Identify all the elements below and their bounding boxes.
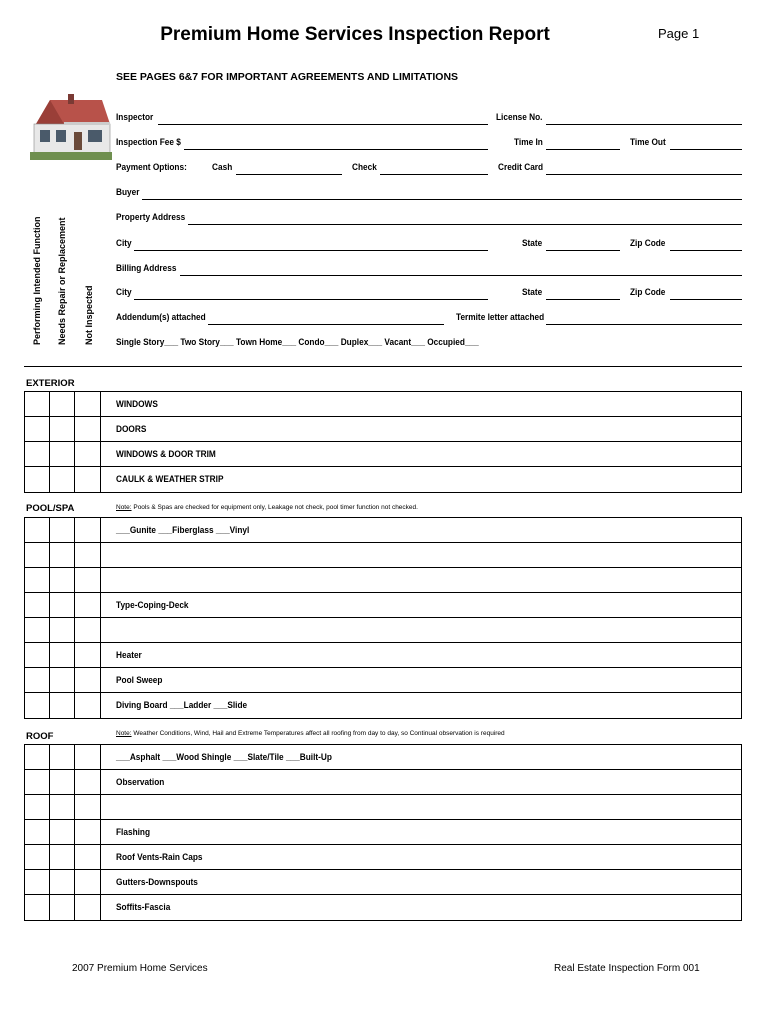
checkbox-not-inspected[interactable]: [75, 442, 101, 466]
checkbox-not-inspected[interactable]: [75, 895, 101, 920]
zip-field[interactable]: [670, 250, 742, 251]
checkbox-ok[interactable]: [25, 820, 50, 844]
fee-field[interactable]: [184, 149, 488, 150]
row-label: Flashing: [116, 827, 151, 837]
table-row: [25, 895, 741, 920]
row-label: ___Gunite ___Fiberglass ___Vinyl: [116, 525, 250, 535]
payment-label: Payment Options:: [116, 162, 187, 172]
checkbox-repair[interactable]: [50, 845, 75, 869]
row-label: Type-Coping-Deck: [116, 600, 189, 610]
checkbox-repair[interactable]: [50, 693, 75, 718]
row-label: WINDOWS & DOOR TRIM: [116, 449, 216, 459]
table-row: [25, 693, 741, 718]
roof-table: [24, 744, 742, 921]
column-needs-repair: Needs Repair or Replacement: [57, 217, 67, 345]
billing-state-field[interactable]: [546, 299, 620, 300]
checkbox-repair[interactable]: [50, 518, 75, 542]
table-row: [25, 543, 741, 568]
checkbox-not-inspected[interactable]: [75, 845, 101, 869]
footer-form-id: Real Estate Inspection Form 001: [554, 963, 700, 974]
property-address-label: Property Address: [116, 212, 186, 222]
table-row: [25, 795, 741, 820]
checkbox-ok[interactable]: [25, 568, 50, 592]
roof-note: Note: Weather Conditions, Wind, Hail and Extreme Temperatures affect all roofing from day to day, so Continual observation is required: [116, 730, 505, 737]
section-divider: [24, 366, 742, 367]
checkbox-repair[interactable]: [50, 467, 75, 492]
house-image: [30, 94, 112, 160]
billing-city-label: City: [116, 287, 132, 297]
cash-field[interactable]: [236, 174, 342, 175]
checkbox-ok[interactable]: [25, 745, 50, 769]
pool-heading: POOL/SPA: [26, 503, 75, 514]
checkbox-ok[interactable]: [25, 795, 50, 819]
check-field[interactable]: [380, 174, 488, 175]
row-label: Observation: [116, 777, 165, 787]
checkbox-ok[interactable]: [25, 895, 50, 920]
checkbox-not-inspected[interactable]: [75, 593, 101, 617]
checkbox-not-inspected[interactable]: [75, 643, 101, 667]
pool-note: Note: Pools & Spas are checked for equipment only, Leakage not check, pool timer function not checked.: [116, 504, 418, 511]
checkbox-repair[interactable]: [50, 442, 75, 466]
credit-card-label: Credit Card: [498, 162, 544, 172]
inspector-label: Inspector: [116, 112, 154, 122]
row-label: ___Asphalt ___Wood Shingle ___Slate/Tile ___Built-Up: [116, 752, 332, 762]
billing-zip-label: Zip Code: [630, 287, 666, 297]
table-row: [25, 518, 741, 543]
agreements-notice: SEE PAGES 6&7 FOR IMPORTANT AGREEMENTS AND LIMITATIONS: [116, 71, 459, 83]
checkbox-not-inspected[interactable]: [75, 568, 101, 592]
table-row: [25, 745, 741, 770]
license-field[interactable]: [546, 124, 742, 125]
row-label: DOORS: [116, 424, 147, 434]
table-row: [25, 643, 741, 668]
billing-address-label: Billing Address: [116, 263, 177, 273]
table-row: [25, 870, 741, 895]
row-label: Pool Sweep: [116, 675, 163, 685]
pool-table: [24, 517, 742, 719]
city-label: City: [116, 238, 132, 248]
checkbox-ok[interactable]: [25, 467, 50, 492]
checkbox-ok[interactable]: [25, 770, 50, 794]
checkbox-not-inspected[interactable]: [75, 467, 101, 492]
checkbox-ok[interactable]: [25, 668, 50, 692]
row-label: WINDOWS: [116, 399, 158, 409]
checkbox-ok[interactable]: [25, 518, 50, 542]
checkbox-not-inspected[interactable]: [75, 543, 101, 567]
billing-address-field[interactable]: [180, 275, 742, 276]
column-performing-function: Performing Intended Function: [32, 216, 42, 345]
credit-card-field[interactable]: [546, 174, 742, 175]
billing-city-field[interactable]: [134, 299, 488, 300]
checkbox-ok[interactable]: [25, 442, 50, 466]
exterior-table: [24, 391, 742, 493]
addendum-field[interactable]: [208, 324, 444, 325]
addendum-label: Addendum(s) attached: [116, 312, 206, 322]
fee-label: Inspection Fee $: [116, 137, 181, 147]
table-row: [25, 845, 741, 870]
table-row: [25, 467, 741, 492]
buyer-label: Buyer: [116, 187, 140, 197]
table-row: [25, 618, 741, 643]
row-label: Gutters-Downspouts: [116, 877, 198, 887]
checkbox-not-inspected[interactable]: [75, 417, 101, 441]
checkbox-repair[interactable]: [50, 392, 75, 416]
checkbox-not-inspected[interactable]: [75, 820, 101, 844]
row-label: CAULK & WEATHER STRIP: [116, 474, 224, 484]
checkbox-ok[interactable]: [25, 845, 50, 869]
checkbox-repair[interactable]: [50, 895, 75, 920]
inspector-field[interactable]: [158, 124, 488, 125]
checkbox-ok[interactable]: [25, 643, 50, 667]
page-number: Page 1: [658, 26, 700, 41]
checkbox-repair[interactable]: [50, 568, 75, 592]
checkbox-repair[interactable]: [50, 417, 75, 441]
checkbox-repair[interactable]: [50, 668, 75, 692]
check-label: Check: [352, 162, 377, 172]
checkbox-repair[interactable]: [50, 795, 75, 819]
checkbox-repair[interactable]: [50, 643, 75, 667]
time-in-field[interactable]: [546, 149, 620, 150]
state-label: State: [522, 238, 543, 248]
billing-state-label: State: [522, 287, 543, 297]
house-type-options: Single Story___ Two Story___ Town Home___ Condo___ Duplex___ Vacant___ Occupied___: [116, 337, 479, 347]
checkbox-ok[interactable]: [25, 693, 50, 718]
checkbox-ok[interactable]: [25, 618, 50, 642]
checkbox-not-inspected[interactable]: [75, 745, 101, 769]
property-address-field[interactable]: [188, 224, 742, 225]
time-in-label: Time In: [514, 137, 543, 147]
row-label: Heater: [116, 650, 142, 660]
checkbox-not-inspected[interactable]: [75, 693, 101, 718]
cash-label: Cash: [212, 162, 233, 172]
checkbox-ok[interactable]: [25, 392, 50, 416]
time-out-field[interactable]: [670, 149, 742, 150]
checkbox-not-inspected[interactable]: [75, 795, 101, 819]
table-row: [25, 392, 741, 417]
city-field[interactable]: [134, 250, 488, 251]
row-label: Roof Vents-Rain Caps: [116, 852, 203, 862]
table-row: [25, 820, 741, 845]
buyer-field[interactable]: [142, 199, 742, 200]
column-not-inspected: Not Inspected: [84, 285, 94, 345]
checkbox-repair[interactable]: [50, 618, 75, 642]
state-field[interactable]: [546, 250, 620, 251]
checkbox-repair[interactable]: [50, 593, 75, 617]
checkbox-not-inspected[interactable]: [75, 392, 101, 416]
checkbox-repair[interactable]: [50, 870, 75, 894]
table-row: [25, 442, 741, 467]
footer-copyright: 2007 Premium Home Services: [72, 963, 208, 974]
checkbox-not-inspected[interactable]: [75, 618, 101, 642]
roof-heading: ROOF: [26, 731, 54, 742]
billing-zip-field[interactable]: [670, 299, 742, 300]
time-out-label: Time Out: [630, 137, 666, 147]
table-row: [25, 770, 741, 795]
checkbox-not-inspected[interactable]: [75, 770, 101, 794]
checkbox-not-inspected[interactable]: [75, 668, 101, 692]
checkbox-ok[interactable]: [25, 417, 50, 441]
checkbox-repair[interactable]: [50, 770, 75, 794]
table-row: [25, 593, 741, 618]
table-row: [25, 568, 741, 593]
license-label: License No.: [496, 112, 543, 122]
table-row: [25, 668, 741, 693]
checkbox-ok[interactable]: [25, 593, 50, 617]
row-label: Soffits-Fascia: [116, 902, 171, 912]
checkbox-repair[interactable]: [50, 543, 75, 567]
row-label: Diving Board ___Ladder ___Slide: [116, 700, 248, 710]
checkbox-not-inspected[interactable]: [75, 870, 101, 894]
checkbox-repair[interactable]: [50, 745, 75, 769]
exterior-heading: EXTERIOR: [26, 378, 75, 389]
table-row: [25, 417, 741, 442]
termite-field[interactable]: [546, 324, 742, 325]
checkbox-repair[interactable]: [50, 820, 75, 844]
checkbox-ok[interactable]: [25, 543, 50, 567]
termite-label: Termite letter attached: [456, 312, 545, 322]
checkbox-ok[interactable]: [25, 870, 50, 894]
zip-label: Zip Code: [630, 238, 666, 248]
checkbox-not-inspected[interactable]: [75, 518, 101, 542]
report-title: Premium Home Services Inspection Report: [160, 24, 550, 45]
